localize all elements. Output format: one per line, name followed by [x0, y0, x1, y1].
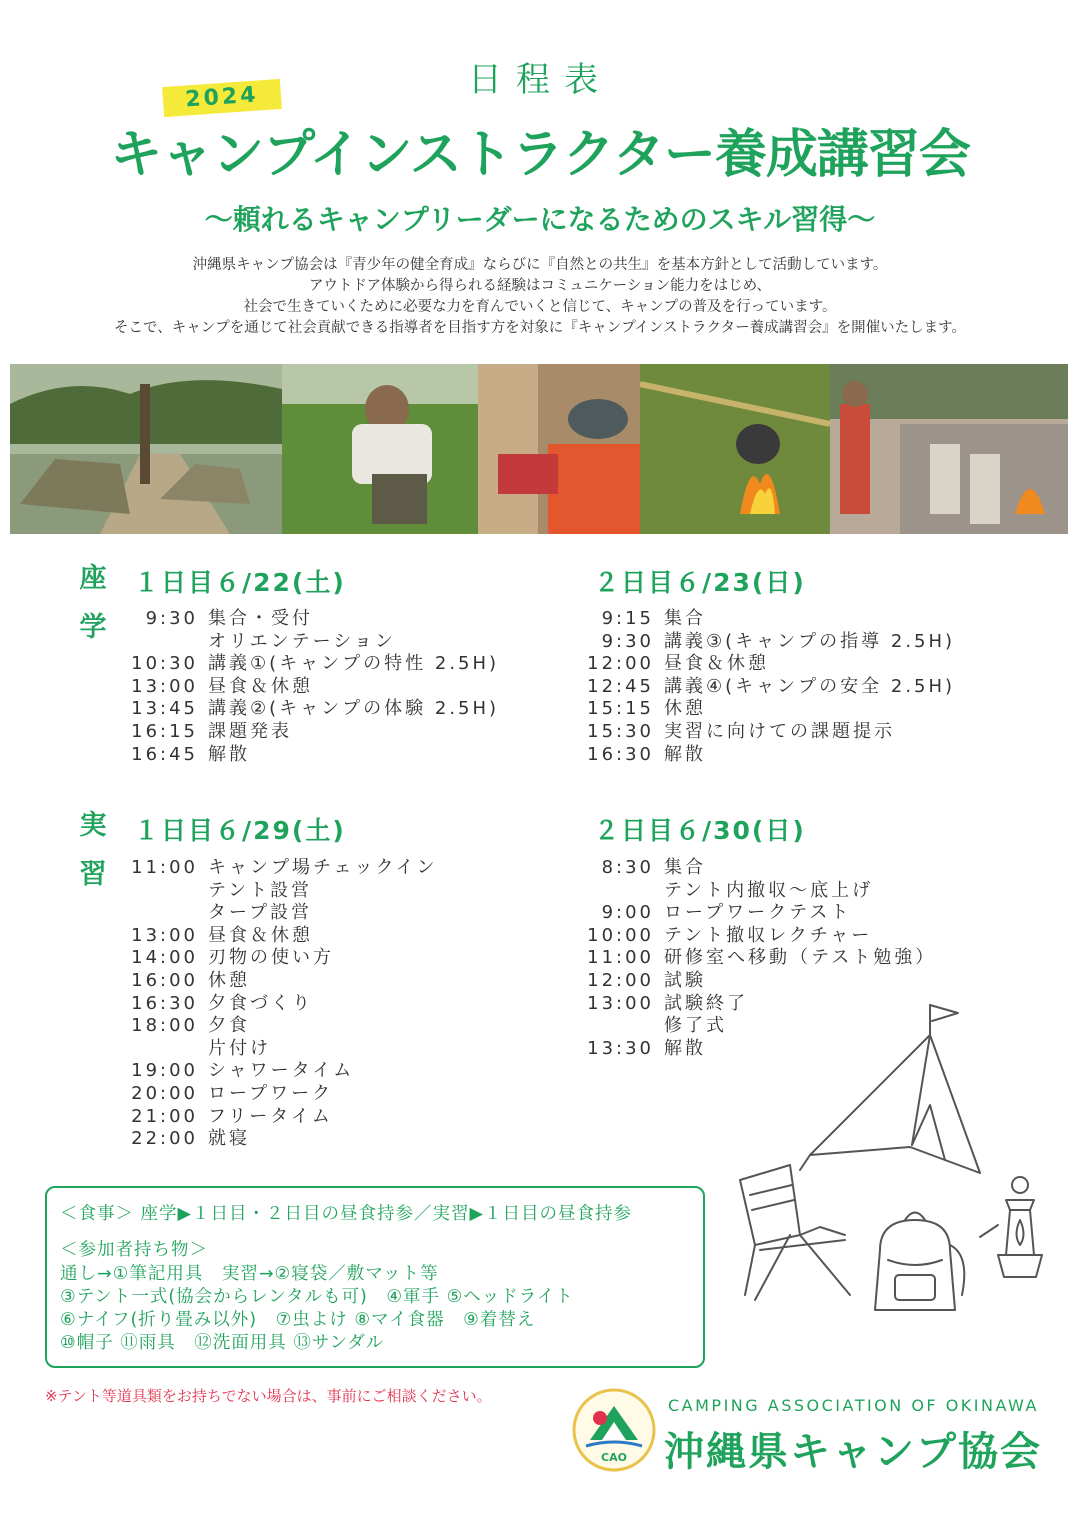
schedule-row: [578, 744, 955, 767]
meal-info: ＜食事＞ 座学▶１日目・２日目の昼食持参／実習▶１日目の昼食持参: [60, 1204, 632, 1224]
belongings-line-3: ⑥ナイフ(折り畳み以外) ⑦虫よけ ⑧マイ食器 ⑨着替え: [60, 1310, 536, 1330]
schedule-row: [578, 608, 955, 631]
activity-cell: 就寝: [208, 1128, 250, 1150]
time-cell: 12:00: [587, 969, 654, 991]
activity-cell: 休憩: [664, 698, 706, 720]
practice-label-bottom: 習: [79, 859, 107, 890]
practice-day1-schedule: [122, 857, 438, 1151]
schedule-row: [122, 744, 499, 767]
time-cell: 18:00: [131, 1015, 198, 1037]
activity-cell: 集合・受付: [208, 608, 313, 629]
schedule-row: [122, 1128, 438, 1151]
consult-note: ※テント等道具類をお持ちでない場合は、事前にご相談ください。: [45, 1387, 492, 1405]
cao-logo: [572, 1388, 656, 1472]
tagline: 〜頼れるキャンプリーダーになるためのスキル習得〜: [204, 203, 876, 236]
activity-cell: 昼食＆休憩: [664, 653, 769, 675]
activity-cell: 研修室へ移動（テスト勉強）: [664, 947, 937, 969]
lecture-day1-schedule: [122, 608, 499, 766]
activity-cell: シャワータイム: [208, 1060, 355, 1082]
time-cell: 9:30: [601, 630, 654, 652]
intro-line-2: アウトドア体験から得られる経験はコミュニケーション能力をはじめ、: [308, 278, 772, 294]
time-cell: [122, 902, 198, 925]
belongings-heading: ＜参加者持ち物＞: [60, 1240, 208, 1260]
activity-cell: オリエンテーション: [208, 630, 396, 652]
org-name-en: CAMPING ASSOCIATION OF OKINAWA: [668, 1396, 1039, 1415]
time-cell: 11:00: [587, 947, 654, 969]
schedule-row: [578, 698, 955, 721]
activity-cell: 夕食づくり: [208, 992, 313, 1014]
practice-day2-heading: ２日目６/30(日): [594, 816, 806, 845]
time-cell: [578, 880, 654, 903]
time-cell: 9:30: [145, 608, 198, 629]
lecture-label-bottom: 学: [79, 612, 107, 643]
intro-line-1: 沖縄県キャンプ協会は『青少年の健全育成』ならびに『自然との共生』を基本方針として活動しています。: [192, 257, 888, 273]
time-cell: 16:45: [131, 743, 198, 765]
schedule-row: [578, 880, 936, 903]
time-cell: 10:00: [587, 924, 654, 946]
org-name-jp: 沖縄県キャンプ協会: [664, 1429, 1042, 1475]
belongings-line-4: ⑩帽子 ⑪雨具 ⑫洗面用具 ⑬サンダル: [60, 1333, 385, 1353]
activity-cell: 集合: [664, 608, 706, 629]
time-cell: 20:00: [131, 1082, 198, 1104]
schedule-row: [578, 925, 936, 948]
activity-cell: 昼食＆休憩: [208, 675, 313, 697]
schedule-row: [122, 631, 499, 654]
schedule-row: [122, 1038, 438, 1061]
backpack-icon: [875, 1213, 964, 1311]
time-cell: 10:30: [131, 653, 198, 675]
activity-cell: テント内撤収〜底上げ: [664, 879, 874, 901]
activity-cell: 試験終了: [664, 992, 748, 1014]
activity-cell: 課題発表: [208, 720, 292, 742]
schedule-row: [122, 1106, 438, 1129]
activity-cell: テント設営: [208, 879, 313, 901]
practice-day1-heading: １日目６/29(土): [134, 816, 346, 845]
photo-person-with-tools: [478, 364, 640, 534]
schedule-row: [578, 676, 955, 699]
camping-gear-illustration: [730, 995, 1060, 1325]
practice-label-top: 実: [79, 810, 107, 841]
time-cell: 19:00: [131, 1060, 198, 1082]
activity-cell: 昼食＆休憩: [208, 924, 313, 946]
time-cell: [578, 1015, 654, 1038]
activity-cell: 試験: [664, 969, 706, 991]
activity-cell: 休憩: [208, 969, 250, 991]
schedule-row: [578, 721, 955, 744]
intro-line-4: そこで、キャンプを通じて社会貢献できる指導者を目指す方を対象に『キャンプインストラクター養成講習会』を開催いたします。: [113, 320, 966, 336]
schedule-row: [122, 902, 438, 925]
photo-campfire-with-pot: [640, 364, 830, 534]
activity-cell: タープ設営: [208, 902, 313, 924]
activity-cell: ロープワーク: [208, 1082, 334, 1104]
chair-icon: [740, 1165, 850, 1300]
schedule-row: [122, 608, 499, 631]
time-cell: 13:00: [587, 992, 654, 1014]
time-cell: [122, 1038, 198, 1061]
schedule-row: [578, 902, 936, 925]
schedule-row: [122, 925, 438, 948]
activity-cell: 片付け: [208, 1037, 271, 1059]
activity-cell: フリータイム: [208, 1105, 333, 1127]
schedule-row: [578, 631, 955, 654]
photo-person-tying-rope: [282, 364, 478, 534]
schedule-row: [122, 993, 438, 1016]
lantern-icon: [980, 1177, 1042, 1277]
lecture-label-top: 座: [79, 563, 107, 594]
schedule-row: [578, 653, 955, 676]
activity-cell: 夕食: [208, 1015, 250, 1037]
time-cell: 13:30: [587, 1037, 654, 1059]
time-cell: 13:00: [131, 924, 198, 946]
lecture-day2-schedule: [578, 608, 955, 766]
schedule-row: [578, 857, 936, 880]
time-cell: [122, 880, 198, 903]
lecture-day1-heading: １日目６/22(土): [134, 568, 346, 597]
activity-cell: ロープワークテスト: [664, 902, 852, 924]
logo-text: CAO: [601, 1451, 627, 1464]
time-cell: 13:45: [131, 698, 198, 720]
time-cell: 15:15: [587, 698, 654, 720]
time-cell: 9:15: [601, 608, 654, 629]
schedule-row: [122, 653, 499, 676]
schedule-row: [122, 1060, 438, 1083]
belongings-line-2: ③テント一式(協会からレンタルも可) ④軍手 ⑤ヘッドライト: [60, 1287, 574, 1307]
time-cell: 8:30: [601, 857, 654, 878]
lecture-day2-heading: ２日目６/23(日): [594, 568, 806, 597]
time-cell: 9:00: [601, 902, 654, 924]
activity-cell: 修了式: [664, 1015, 727, 1037]
schedule-row: [122, 721, 499, 744]
tent-icon: [800, 1005, 980, 1173]
activity-cell: テント撤収レクチャー: [664, 924, 873, 946]
schedule-row: [122, 947, 438, 970]
activity-cell: 解散: [208, 743, 250, 765]
activity-cell: 集合: [664, 857, 706, 878]
activity-cell: 解散: [664, 743, 706, 765]
page-title: キャンプインストラクター養成講習会: [110, 125, 970, 185]
schedule-row: [122, 880, 438, 903]
activity-cell: 解散: [664, 1037, 706, 1059]
intro-line-3: 社会で生きていくために必要な力を育んでいくと信じて、キャンプの普及を行っています。: [243, 299, 837, 315]
activity-cell: 刃物の使い方: [208, 947, 334, 969]
time-cell: 16:30: [587, 743, 654, 765]
photo-cooking-stoves: [830, 364, 1068, 534]
time-cell: 22:00: [131, 1128, 198, 1150]
time-cell: 12:45: [587, 675, 654, 697]
activity-cell: 実習に向けての課題提示: [664, 720, 895, 742]
time-cell: 11:00: [131, 857, 198, 878]
schedule-row: [122, 676, 499, 699]
time-cell: 21:00: [131, 1105, 198, 1127]
time-cell: 16:00: [131, 969, 198, 991]
photo-tents-under-trees: [10, 364, 282, 534]
schedule-row: [122, 1083, 438, 1106]
activity-cell: 講義④(キャンプの安全 2.5H): [664, 675, 956, 697]
activity-cell: 講義②(キャンプの体験 2.5H): [208, 698, 500, 720]
time-cell: 12:00: [587, 653, 654, 675]
schedule-row: [122, 1015, 438, 1038]
time-cell: 14:00: [131, 947, 198, 969]
time-cell: [122, 631, 198, 654]
activity-cell: 講義③(キャンプの指導 2.5H): [664, 630, 956, 652]
activity-cell: キャンプ場チェックイン: [208, 857, 438, 878]
schedule-row: [122, 698, 499, 721]
time-cell: 16:30: [131, 992, 198, 1014]
photo-strip: [10, 364, 1068, 534]
schedule-row: [578, 947, 936, 970]
belongings-line-1: 通し→①筆記用具 実習→②寝袋／敷マット等: [60, 1264, 439, 1284]
schedule-row: [122, 970, 438, 993]
time-cell: 15:30: [587, 720, 654, 742]
time-cell: 16:15: [131, 720, 198, 742]
schedule-row: [122, 857, 438, 880]
year-badge: 2024: [162, 79, 282, 117]
activity-cell: 講義①(キャンプの特性 2.5H): [208, 653, 500, 675]
schedule-subtitle: 日程表: [468, 60, 612, 100]
schedule-row: [578, 970, 936, 993]
time-cell: 13:00: [131, 675, 198, 697]
